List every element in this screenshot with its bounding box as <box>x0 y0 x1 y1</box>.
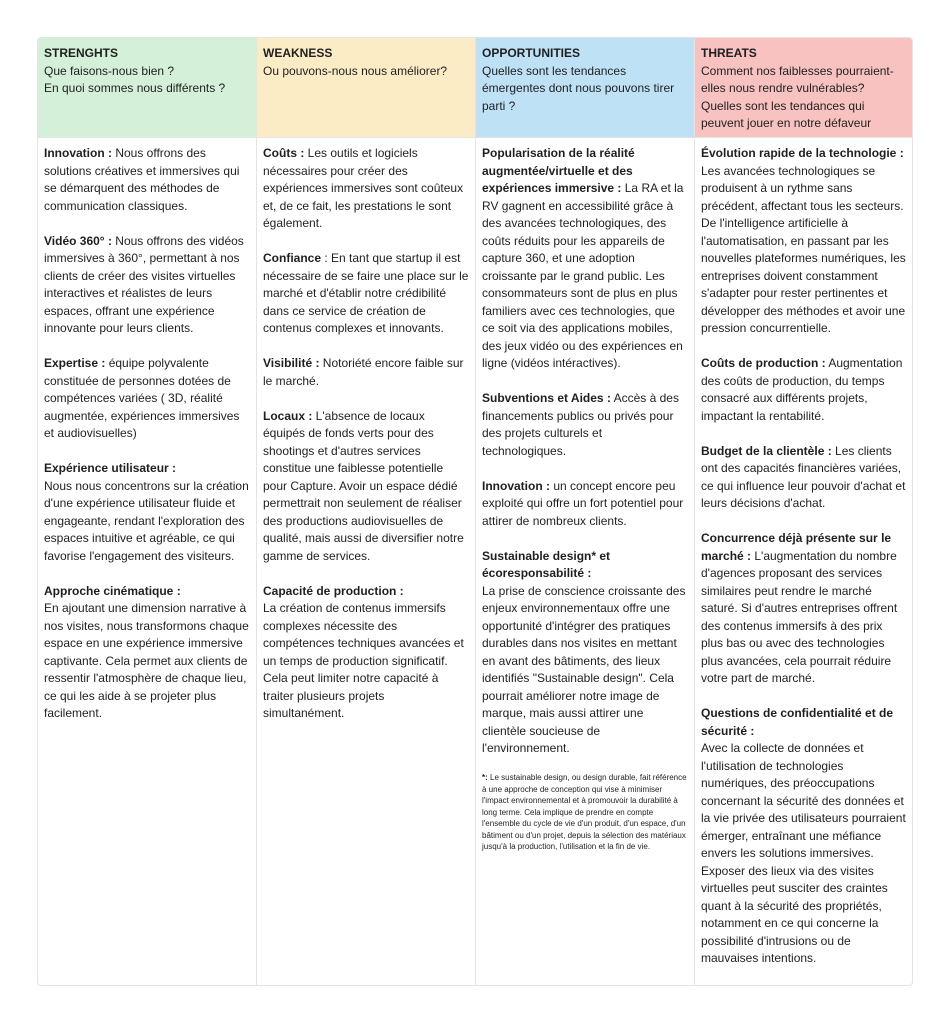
threats-body <box>695 137 912 986</box>
item-label: Coûts : <box>263 146 305 160</box>
item-label: Popularisation de la réalité augmentée/virtuelle et des expériences immersive : <box>482 146 635 195</box>
threats-subtitle: Comment nos faiblesses pourraient-elles nous rendre vulnérables? Quelles sont les tendances qui peuvent jouer en notre défaveur <box>701 63 894 130</box>
item-text: En ajoutant une dimension narrative à nos visites, nous transformons chaque espace en une expérience immersive captivante. Cela permet aux clients de ressentir l'atmosphère de chaque lieu, ce qui les aide à se projeter plus facilement. <box>44 601 249 720</box>
item-label: Visibilité : <box>263 356 320 370</box>
swot-table <box>37 37 913 986</box>
weakness-item <box>263 408 469 566</box>
threats-header <box>695 38 912 137</box>
item-label: Confiance <box>263 251 322 265</box>
item-text: Nous offrons des vidéos immersives à 360°, permettant à nos clients de créer des visites virtuelles interactives et réalistes de leurs espaces, offrant une expérience innovante pour leurs clients. <box>44 233 244 335</box>
strength-item <box>44 233 250 338</box>
opportunity-item <box>482 478 688 531</box>
item-text: La prise de conscience croissante des enjeux environnementaux offre une opportunité d'intégrer des pratiques durables dans nos visites en mettant en avant des bâtiments, des lieux identifiés "Sustainable design". Cela pourrait améliorer notre image de marque, mais aussi attirer une clientèle soucieuse de l'environnement. <box>482 583 686 755</box>
item-label: Expérience utilisateur : <box>44 461 177 475</box>
weakness-header <box>257 38 475 137</box>
weakness-subtitle: Ou pouvons-nous nous améliorer? <box>263 63 448 78</box>
item-label: Capacité de production : <box>263 583 404 598</box>
item-label: Innovation : <box>482 478 550 493</box>
item-label: Approche cinématique : <box>44 583 181 598</box>
item-text: Les clients ont des capacités financières variées, ce qui influence leur pouvoir d'achat et leurs décisions d'achat. <box>701 443 906 510</box>
opportunities-header <box>476 38 694 137</box>
strength-item <box>44 355 250 443</box>
item-label: Subventions et Aides : <box>482 391 611 405</box>
threats-column <box>695 38 912 986</box>
item-text: La RA et la RV gagnent en accessibilité grâce à des avancées technologiques, des coûts réduits pour les appareils de capture 360, et une adoption croissante par le grand public. Les consommateurs sont de plus en plus familiers avec ces technologies, que ce soit via des applications mobiles, des jeux vidéo ou des expériences en ligne (vidéos intéractives). <box>482 181 684 370</box>
opportunities-column <box>476 38 695 986</box>
weakness-column <box>257 38 476 986</box>
opportunity-item <box>482 390 688 460</box>
weakness-item <box>263 355 469 390</box>
threat-item <box>701 705 906 968</box>
threat-item <box>701 145 906 338</box>
threat-item <box>701 355 906 425</box>
item-label: Locaux : <box>263 408 313 423</box>
strengths-subtitle: Que faisons-nous bien ? En quoi sommes nous différents ? <box>44 63 226 95</box>
item-text: Les avancées technologiques se produisent à un rythme sans précédent, affectant tous les secteurs. De l'intelligence artificielle à l'automatisation, en passant par les nouvelles plateformes numériques, les entreprises doivent constamment s'adapter pour rester pertinentes et développer des méthodes et avoir une pression concurrentielle. <box>701 163 906 335</box>
weakness-item <box>263 145 469 233</box>
footnote <box>482 772 688 853</box>
opportunities-subtitle: Quelles sont les tendances émergentes dont nous pouvons tirer parti ? <box>482 63 675 113</box>
item-label: Concurrence déjà présente sur le marché : <box>701 531 892 563</box>
opportunity-item <box>482 548 688 758</box>
weakness-title: WEAKNESS <box>263 46 333 60</box>
threat-item <box>701 530 906 688</box>
item-text: Les outils et logiciels nécessaires pour créer des expériences immersives sont coûteux et, de ce fait, les prestations le sont également. <box>263 146 464 230</box>
opportunity-item <box>482 145 688 373</box>
strengths-header <box>38 38 256 137</box>
item-label: Innovation : <box>44 146 112 160</box>
weakness-item <box>263 250 469 338</box>
item-text: un concept encore peu exploité qui offre un fort potentiel pour attirer de nombreux clients. <box>482 478 684 528</box>
strength-item <box>44 583 250 723</box>
item-label: Budget de la clientèle : <box>701 443 832 458</box>
item-text: Avec la collecte de données et l'utilisation de technologies numériques, des préoccupations concernant la sécurité des données et la vie privée des utilisateurs pourraient émerger, entraînant une méfiance envers les solutions immersives. Exposer des lieux via des visites virtuelles peut susciter des craintes quant à la sécurité des propriétés, notamment en ce qui concerne la possibilité d'intrusions ou de mauvaises intentions. <box>701 741 906 965</box>
strength-item <box>44 145 250 215</box>
weakness-item <box>263 583 469 723</box>
item-label: Questions de confidentialité et de sécurité : <box>701 706 894 738</box>
item-label: Vidéo 360° : <box>44 233 112 248</box>
item-text: La création de contenus immersifs complexes nécessite des compétences techniques avancées et un temps de production significatif. Cela peut limiter notre capacité à traiter plusieurs projets simultanément. <box>263 601 464 720</box>
item-text: L'absence de locaux équipés de fonds verts pour des shootings et d'autres services constitue une faiblesse potentielle pour Capture. Avoir un espace dédié permettrait non seulement de réaliser des productions audiovisuelles de qualité, mais aussi de diversifier notre gamme de services. <box>263 408 464 563</box>
item-label: Sustainable design* et écoresponsabilité : <box>482 548 611 580</box>
item-text: : En tant que startup il est nécessaire de se faire une place sur le marché et d'établir notre crédibilité dans ce service de création de contenus complexes et innovants. <box>263 251 469 335</box>
item-label: Coûts de production : <box>701 356 826 370</box>
threats-title: THREATS <box>701 46 757 60</box>
threat-item <box>701 443 906 513</box>
footnote-text: Le sustainable design, ou design durable, fait référence à une approche de conception qui vise à minimiser l'impact environnemental et à promouvoir la durabilité à long terme. Cela implique de prendre en compte l'ensemble du cycle de vie d'un produit, d'un espace, d'un bâtiment ou d'un projet, depuis la sélection des matériaux jusqu'à la production, l'utilisation et la fin de vie. <box>482 773 687 851</box>
strengths-body <box>38 137 256 746</box>
item-text: Nous offrons des solutions créatives et immersives qui se démarquent des méthodes de communication classiques. <box>44 146 240 213</box>
footnote-marker: *: <box>482 773 488 782</box>
weakness-body <box>257 137 475 746</box>
item-label: Expertise : <box>44 356 106 370</box>
item-text: équipe polyvalente constituée de personnes dotées de compétences variées ( 3D, réalité augmentée, expériences immersives et audiovisuelles) <box>44 356 240 440</box>
item-text: Accès à des financements publics ou privés pour des projets culturels et technologiques. <box>482 391 679 458</box>
strengths-column <box>38 38 257 986</box>
item-text: Augmentation des coûts de production, du temps consacré aux différents projets, impactant la rentabilité. <box>701 356 903 423</box>
item-text: Nous nous concentrons sur la création d'une expérience utilisateur fluide et engageante, rendant l'exploration des espaces intuitive et agréable, ce qui favorise l'engagement des visiteurs. <box>44 478 249 563</box>
strengths-title: STRENGHTS <box>44 46 119 60</box>
strength-item <box>44 460 250 565</box>
opportunities-title: OPPORTUNITIES <box>482 46 581 60</box>
item-label: Évolution rapide de la technologie : <box>701 146 904 160</box>
item-text: L'augmentation du nombre d'agences proposant des services similaires peut rendre le marché saturé. Si d'autres entreprises offrent des contenus immersifs à des prix plus bas ou avec des technologies plus avancées, cela pourrait réduire votre part de marché. <box>701 548 898 685</box>
item-text: Notoriété encore faible sur le marché. <box>263 356 464 388</box>
opportunities-body <box>476 137 694 859</box>
